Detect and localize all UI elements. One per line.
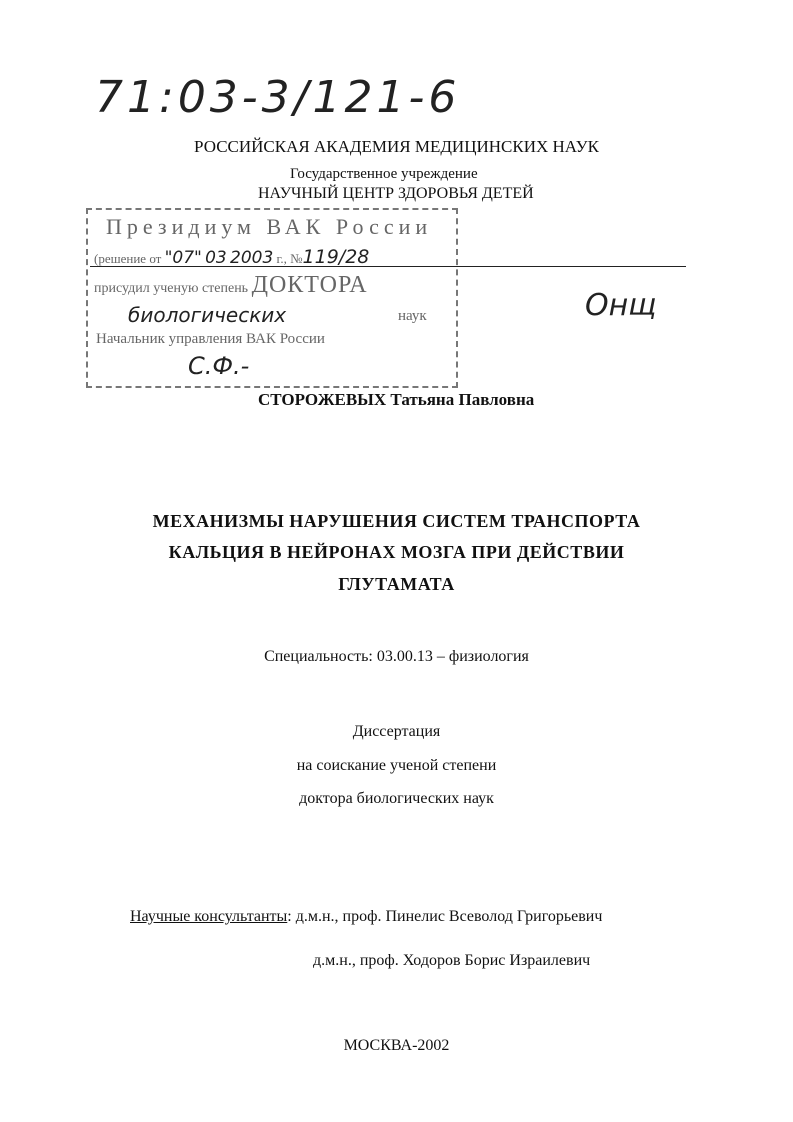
consultants	[130, 908, 602, 926]
consultants-label: Научные консультанты	[130, 908, 288, 925]
author-name: Татьяна Павловна	[390, 390, 535, 409]
dissertation-line-3: доктора биологических наук	[299, 790, 494, 807]
stamp-signature: С.Ф.-	[188, 352, 250, 380]
title-line-2: КАЛЬЦИЯ В НЕЙРОНАХ МОЗГА ПРИ ДЕЙСТВИИ	[168, 542, 625, 562]
stamp-degree: ДОКТОРА	[251, 272, 368, 298]
dissertation-line-2: на соискание ученой степени	[296, 757, 497, 774]
city-year: МОСКВА-2002	[343, 1037, 450, 1054]
stamp-decision-prefix: (решение от	[94, 251, 162, 266]
stamp-year: 2003	[230, 248, 274, 268]
vak-stamp	[86, 208, 458, 388]
consultant-2: д.м.н., проф. Ходоров Борис Израилевич	[313, 952, 591, 969]
academy-name: РОССИЙСКАЯ АКАДЕМИЯ МЕДИЦИНСКИХ НАУК	[194, 137, 599, 156]
signature-right: Онщ	[585, 288, 657, 323]
consultant-1: : д.м.н., проф. Пинелис Всеволод Григорьевич	[287, 908, 603, 925]
stamp-no-prefix: г., №	[276, 251, 303, 266]
stamp-awarded-text: присудил ученую степень	[94, 281, 249, 296]
stamp-number: 119/28	[302, 246, 370, 268]
stamp-presidium: Президиум ВАК России	[106, 214, 433, 239]
stamp-month: 03	[205, 248, 227, 268]
stamp-awarded	[94, 272, 368, 299]
stamp-day: "07"	[164, 248, 202, 268]
stamp-head: Начальник управления ВАК России	[96, 331, 325, 347]
specialty: Специальность: 03.00.13 – физиология	[264, 648, 529, 665]
stamp-decision	[94, 246, 369, 268]
stamp-rule	[90, 266, 686, 267]
title-line-1: МЕХАНИЗМЫ НАРУШЕНИЯ СИСТЕМ ТРАНСПОРТА	[152, 511, 641, 531]
author	[258, 390, 534, 410]
stamp-field: биологических	[128, 303, 287, 327]
dissertation-line-1: Диссертация	[352, 723, 441, 740]
title-line-3: ГЛУТАМАТА	[338, 574, 455, 594]
author-surname: СТОРОЖЕВЫХ	[258, 390, 387, 409]
stamp-sciences: наук	[398, 308, 427, 324]
institution-type: Государственное учреждение	[290, 166, 478, 182]
institution-name: НАУЧНЫЙ ЦЕНТР ЗДОРОВЬЯ ДЕТЕЙ	[258, 185, 534, 202]
archive-code: 71:03-3/121-6	[95, 72, 461, 123]
